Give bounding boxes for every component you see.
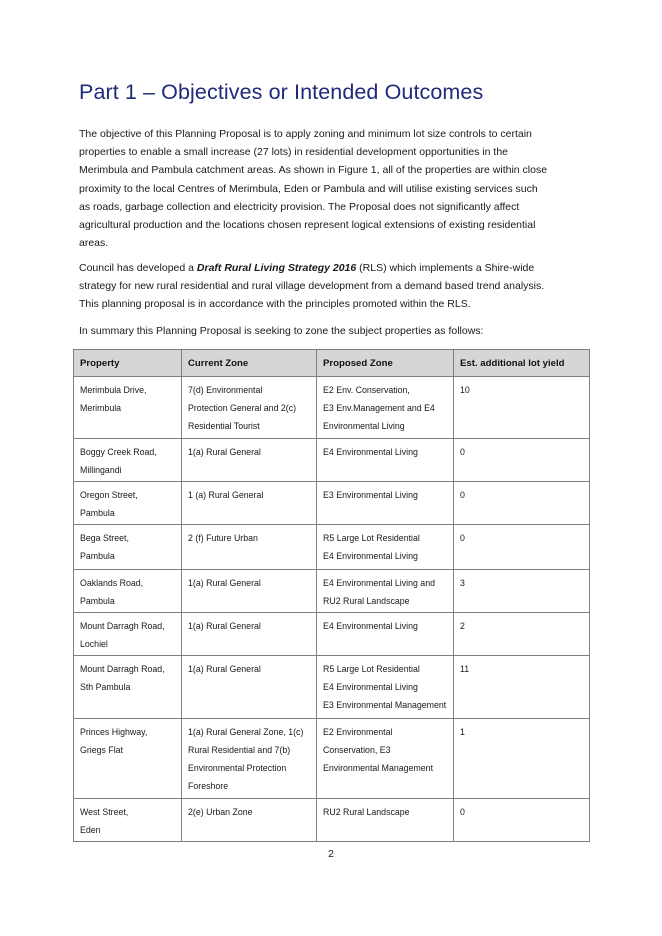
cell-line: E4 Environmental Living — [323, 621, 418, 631]
cell-property — [74, 482, 182, 525]
cell-line: Residential Tourist — [188, 421, 260, 431]
paragraph-line: proximity to the local Centres of Merimbula, Eden or Pambula and will utilise existing services such — [79, 182, 538, 195]
cell-proposed-zone — [317, 719, 454, 799]
cell-line: Lochiel — [80, 639, 108, 649]
cell-line: Mount Darragh Road, — [80, 664, 165, 674]
table-row — [74, 377, 590, 439]
table-row — [74, 570, 590, 613]
cell-line: E4 Environmental Living — [323, 682, 418, 692]
cell-line: Griegs Flat — [80, 745, 124, 755]
cell-line: 2(e) Urban Zone — [188, 807, 253, 817]
cell-lot-yield: 0 — [454, 525, 590, 570]
paragraph-line: agricultural production and the locations chosen represent logical extensions of existing residential — [79, 219, 536, 232]
cell-proposed-zone — [317, 525, 454, 570]
cell-line: Bega Street, — [80, 533, 129, 543]
cell-property — [74, 570, 182, 613]
cell-lot-yield: 10 — [454, 377, 590, 439]
table-row — [74, 439, 590, 482]
cell-property — [74, 613, 182, 656]
cell-property — [74, 377, 182, 439]
paragraph-line: properties to enable a small increase (27 lots) in residential development opportunities in the — [79, 146, 508, 159]
strategy-title: Draft Rural Living Strategy 2016 — [196, 262, 357, 274]
cell-line: E3 Environmental Management — [323, 700, 447, 710]
cell-line: Conservation, E3 — [323, 745, 391, 755]
cell-line: 1(a) Rural General — [188, 621, 261, 631]
cell-line: Merimbula Drive, — [80, 385, 147, 395]
cell-lot-yield: 0 — [454, 799, 590, 842]
header-lot-yield: Est. additional lot yield — [454, 350, 590, 377]
cell-proposed-zone — [317, 570, 454, 613]
cell-line: E2 Environmental — [323, 727, 393, 737]
cell-line: 7(d) Environmental — [188, 385, 263, 395]
cell-property — [74, 439, 182, 482]
cell-line: E3 Env.Management and E4 — [323, 403, 435, 413]
cell-lot-yield: 2 — [454, 613, 590, 656]
paragraph-line: Merimbula and Pambula catchment areas. As shown in Figure 1, all of the properties are within close — [79, 164, 548, 177]
cell-current-zone — [182, 525, 317, 570]
cell-line: Oregon Street, — [80, 490, 138, 500]
cell-line: 2 (f) Future Urban — [188, 533, 258, 543]
table-row — [74, 656, 590, 719]
cell-line: Environmental Management — [323, 763, 434, 773]
zoning-table — [73, 349, 590, 842]
cell-line: Millingandi — [80, 465, 122, 475]
cell-line: Pambula — [80, 551, 115, 561]
cell-proposed-zone — [317, 613, 454, 656]
cell-proposed-zone — [317, 377, 454, 439]
cell-line: 1(a) Rural General — [188, 578, 261, 588]
header-proposed-zone: Proposed Zone — [317, 350, 454, 377]
cell-line: RU2 Rural Landscape — [323, 596, 410, 606]
paragraph-line: The objective of this Planning Proposal is to apply zoning and minimum lot size controls to certain — [79, 128, 532, 140]
cell-line: 1 (a) Rural General — [188, 490, 264, 500]
cell-lot-yield: 11 — [454, 656, 590, 719]
cell-line: Princes Highway, — [80, 727, 148, 737]
cell-current-zone — [182, 799, 317, 842]
cell-lot-yield: 1 — [454, 719, 590, 799]
cell-line: E2 Env. Conservation, — [323, 385, 410, 395]
cell-current-zone — [182, 570, 317, 613]
cell-line: Rural Residential and 7(b) — [188, 745, 291, 755]
paragraph-line: areas. — [79, 237, 109, 250]
cell-property — [74, 799, 182, 842]
cell-line: 1(a) Rural General Zone, 1(c) — [188, 727, 304, 737]
cell-line: Mount Darragh Road, — [80, 621, 165, 631]
cell-current-zone — [182, 719, 317, 799]
summary-paragraph: In summary this Planning Proposal is seeking to zone the subject properties as follows: — [79, 325, 484, 337]
cell-property — [74, 525, 182, 570]
table-row — [74, 719, 590, 799]
cell-property — [74, 719, 182, 799]
table-body — [74, 377, 590, 842]
cell-line: 1(a) Rural General — [188, 447, 261, 457]
cell-line: Environmental Protection — [188, 763, 287, 773]
paragraph-line: as roads, garbage collection and electricity provision. The Proposal does not significantly affect — [79, 200, 520, 213]
table-row — [74, 613, 590, 656]
cell-line: Eden — [80, 825, 101, 835]
cell-current-zone — [182, 377, 317, 439]
cell-line: Environmental Living — [323, 421, 405, 431]
header-current-zone: Current Zone — [182, 350, 317, 377]
header-property: Property — [74, 350, 182, 377]
cell-line: R5 Large Lot Residential — [323, 664, 420, 674]
paragraph-line — [79, 259, 587, 277]
cell-current-zone — [182, 613, 317, 656]
cell-line: Sth Pambula — [80, 682, 131, 692]
cell-line: R5 Large Lot Residential — [323, 533, 420, 543]
page-number: 2 — [328, 848, 334, 860]
rls-text-before: Council has developed a — [79, 262, 197, 274]
cell-line: E3 Environmental Living — [323, 490, 418, 500]
cell-property — [74, 656, 182, 719]
cell-current-zone — [182, 656, 317, 719]
cell-line: E4 Environmental Living — [323, 447, 418, 457]
cell-proposed-zone — [317, 439, 454, 482]
cell-line: Pambula — [80, 508, 115, 518]
cell-line: E4 Environmental Living and — [323, 578, 435, 588]
cell-line: Foreshore — [188, 781, 229, 791]
cell-lot-yield: 3 — [454, 570, 590, 613]
cell-proposed-zone — [317, 656, 454, 719]
cell-line: Merimbula — [80, 403, 122, 413]
table-row — [74, 799, 590, 842]
cell-line: Pambula — [80, 596, 115, 606]
cell-line: West Street, — [80, 807, 129, 817]
cell-proposed-zone — [317, 799, 454, 842]
cell-lot-yield: 0 — [454, 439, 590, 482]
table-row — [74, 482, 590, 525]
cell-line: Protection General and 2(c) — [188, 403, 297, 413]
table-header-row — [74, 350, 590, 377]
paragraph-line: This planning proposal is in accordance with the principles promoted within the RLS. — [79, 298, 471, 311]
cell-line: RU2 Rural Landscape — [323, 807, 410, 817]
cell-current-zone — [182, 482, 317, 525]
rls-text-after: (RLS) which implements a Shire-wide — [356, 262, 535, 274]
rls-paragraph — [79, 259, 587, 314]
cell-line: E4 Environmental Living — [323, 551, 418, 561]
section-heading: Part 1 – Objectives or Intended Outcomes — [79, 80, 484, 104]
cell-line: 1(a) Rural General — [188, 664, 261, 674]
cell-current-zone — [182, 439, 317, 482]
cell-line: Boggy Creek Road, — [80, 447, 157, 457]
cell-proposed-zone — [317, 482, 454, 525]
cell-line: Oaklands Road, — [80, 578, 144, 588]
paragraph-line: strategy for new rural residential and rural village development from a demand based trend analysis. — [79, 280, 545, 293]
table-row — [74, 525, 590, 570]
cell-lot-yield: 0 — [454, 482, 590, 525]
objective-paragraph — [79, 125, 587, 252]
